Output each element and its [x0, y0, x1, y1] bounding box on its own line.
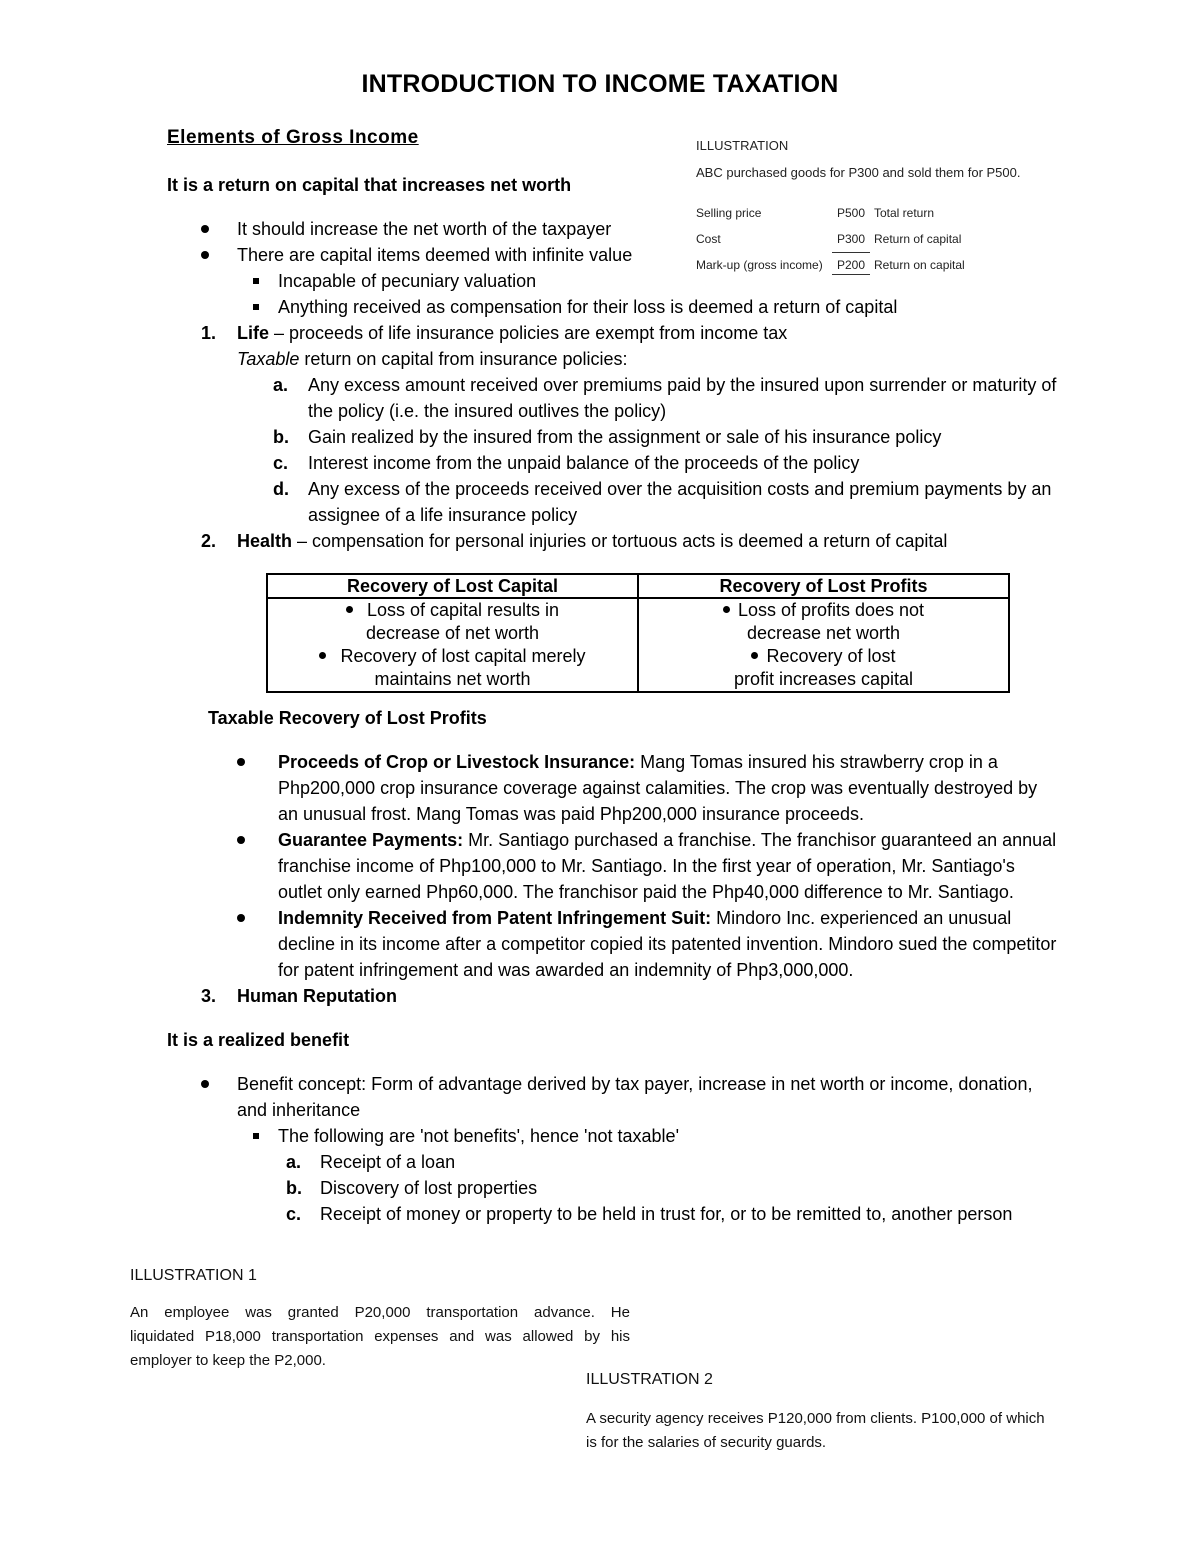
table-header: Recovery of Lost Capital: [267, 574, 638, 598]
life-text: – proceeds of life insurance policies are exempt from income tax: [269, 323, 788, 343]
square-bullet-icon: [253, 278, 259, 284]
illustration1-body: [130, 1301, 630, 1373]
letter-marker: c.: [273, 453, 289, 473]
sidebox-row-label: Cost: [696, 232, 721, 246]
sidebox-text: ABC purchased goods for P300 and sold them for P500.: [696, 165, 1021, 180]
realized-item: Discovery of lost properties: [320, 1178, 538, 1198]
health-label: Health: [237, 531, 293, 551]
lost-profit-item: [278, 749, 998, 775]
recovery-table: [266, 573, 1010, 693]
life-item-line: Any excess of the proceeds received over the acquisition costs and premium payments by an: [308, 479, 1052, 499]
bullet-text: It should increase the net worth of the taxpayer: [237, 219, 612, 239]
cell-line: [268, 599, 637, 622]
list-number: 1.: [201, 323, 217, 343]
cell-text: Recovery of lost: [766, 646, 896, 666]
bullet-icon: [201, 225, 209, 233]
illustration1-heading: ILLUSTRATION 1: [130, 1267, 257, 1284]
cell-line: [639, 599, 1008, 622]
letter-marker: b.: [273, 427, 289, 447]
life-item-line: assignee of a life insurance policy: [308, 505, 578, 525]
lost-profit-item: [278, 905, 1011, 931]
realized-item: Receipt of money or property to be held in trust for, or to be remitted to, another person: [320, 1204, 1013, 1224]
item-text: Mang Tomas insured his strawberry crop in a: [635, 752, 998, 772]
letter-marker: a.: [286, 1152, 302, 1172]
illustration2-body: [586, 1407, 1045, 1455]
cell-text: Recovery of lost capital merely: [340, 646, 586, 666]
bullet-icon: [237, 914, 245, 922]
health-item: [237, 528, 947, 554]
taxable-line: [237, 346, 628, 372]
square-bullet-icon: [253, 304, 259, 310]
bullet-icon: [201, 251, 209, 259]
table-row: [267, 598, 1009, 692]
item-text: Mindoro Inc. experienced an unusual: [711, 908, 1012, 928]
life-item-line: Any excess amount received over premiums paid by the insured upon surrender or maturity of: [308, 375, 1057, 395]
table-cell: [267, 598, 638, 692]
lost-profit-line: decline in its income after a competitor copied its patented invention. Mindoro sued the competitor: [278, 934, 1057, 954]
illustration2-heading: ILLUSTRATION 2: [586, 1371, 713, 1388]
sidebox-underline: [832, 274, 870, 275]
cell-text: Loss of capital results in: [366, 600, 560, 620]
letter-marker: b.: [286, 1178, 302, 1198]
sidebox-row-label: Mark-up (gross income): [696, 258, 823, 272]
cell-line: profit increases capital: [733, 669, 914, 689]
sidebox-heading: ILLUSTRATION: [696, 138, 789, 153]
cell-line: decrease net worth: [746, 623, 901, 643]
cell-line: maintains net worth: [374, 669, 531, 689]
sidebox-row-desc: Return on capital: [874, 258, 965, 272]
bullet-icon: [237, 836, 245, 844]
bullet-icon: [346, 606, 353, 613]
life-item: [237, 320, 787, 346]
sidebox-row-desc: Return of capital: [874, 232, 962, 246]
bullet-icon: [723, 606, 730, 613]
table-header-row: [267, 574, 1009, 598]
bullet-icon: [751, 652, 758, 659]
illustration1-line: employer to keep the P2,000.: [130, 1352, 326, 1369]
cell-line: [639, 645, 1008, 668]
lost-profit-line: outlet only earned Php60,000. The franchisor paid the Php40,000 difference to Mr. Santiago.: [278, 882, 1014, 902]
sidebox-row-label: Selling price: [696, 206, 762, 220]
realized-heading: It is a realized benefit: [167, 1030, 350, 1050]
item-label: Guarantee Payments:: [278, 830, 464, 850]
letter-marker: d.: [273, 479, 289, 499]
table-header: Recovery of Lost Profits: [638, 574, 1009, 598]
page-title: INTRODUCTION TO INCOME TAXATION: [361, 70, 839, 98]
lost-profits-heading: Taxable Recovery of Lost Profits: [208, 708, 487, 728]
cell-line: [268, 645, 637, 668]
realized-line: Benefit concept: Form of advantage derived by tax payer, increase in net worth or income, donation,: [237, 1074, 1033, 1094]
life-item-line: Interest income from the unpaid balance of the proceeds of the policy: [308, 453, 860, 473]
taxable-rest: return on capital from insurance policies:: [299, 349, 628, 369]
cell-line: decrease of net worth: [365, 623, 540, 643]
return-on-capital-heading: It is a return on capital that increases net worth: [167, 175, 572, 195]
sidebox-row-desc: Total return: [874, 206, 935, 220]
lost-profit-line: for patent infringement and was awarded an indemnity of Php3,000,000.: [278, 960, 854, 980]
letter-marker: c.: [286, 1204, 302, 1224]
item-text: Mr. Santiago purchased a franchise. The franchisor guaranteed an annual: [463, 830, 1057, 850]
sidebox-row-amount: P200: [837, 258, 866, 272]
letter-marker: a.: [273, 375, 289, 395]
illustration2-line: is for the salaries of security guards.: [586, 1434, 827, 1451]
lost-profit-line: franchise income of Php100,000 to Mr. Santiago. In the first year of operation, Mr. Santiago's: [278, 856, 1015, 876]
illustration1-line: liquidated P18,000 transportation expenses and was allowed by his: [130, 1328, 630, 1345]
life-label: Life: [237, 323, 270, 343]
sub-bullet-text: Anything received as compensation for their loss is deemed a return of capital: [278, 297, 898, 317]
life-item-line: the policy (i.e. the insured outlives the policy): [308, 401, 667, 421]
sub-bullet-text: Incapable of pecuniary valuation: [278, 271, 537, 291]
sidebox-underline: [832, 252, 870, 253]
lost-profit-item: [278, 827, 1056, 853]
human-label: Human Reputation: [237, 986, 397, 1006]
square-bullet-icon: [253, 1133, 259, 1139]
sidebox-row-amount: P300: [837, 232, 866, 246]
lost-profit-line: an unusual frost. Mang Tomas was paid Php200,000 insurance proceeds.: [278, 804, 865, 824]
sidebox-row-amount: P500: [837, 206, 866, 220]
bullet-icon: [319, 652, 326, 659]
list-number: 3.: [201, 986, 217, 1006]
bullet-text: There are capital items deemed with infinite value: [237, 245, 633, 265]
bullet-icon: [237, 758, 245, 766]
realized-line: and inheritance: [237, 1100, 361, 1120]
realized-sub-bullet: The following are 'not benefits', hence 'not taxable': [278, 1126, 680, 1146]
item-label: Proceeds of Crop or Livestock Insurance:: [278, 752, 636, 772]
table-cell: [638, 598, 1009, 692]
realized-item: Receipt of a loan: [320, 1152, 456, 1172]
illustration1-line: An employee was granted P20,000 transportation advance. He: [130, 1304, 630, 1321]
taxable-italic: Taxable: [237, 349, 300, 369]
life-item-line: Gain realized by the insured from the assignment or sale of his insurance policy: [308, 427, 942, 447]
bullet-icon: [201, 1080, 209, 1088]
lost-profit-line: Php200,000 crop insurance coverage against calamities. The crop was eventually destroyed by: [278, 778, 1038, 798]
cell-text: Loss of profits does not: [737, 600, 925, 620]
illustration2-line: A security agency receives P120,000 from clients. P100,000 of which: [586, 1410, 1045, 1427]
health-text: – compensation for personal injuries or tortuous acts is deemed a return of capital: [292, 531, 948, 551]
list-number: 2.: [201, 531, 217, 551]
section-heading: Elements of Gross Income: [167, 127, 419, 148]
item-label: Indemnity Received from Patent Infringement Suit:: [278, 908, 712, 928]
